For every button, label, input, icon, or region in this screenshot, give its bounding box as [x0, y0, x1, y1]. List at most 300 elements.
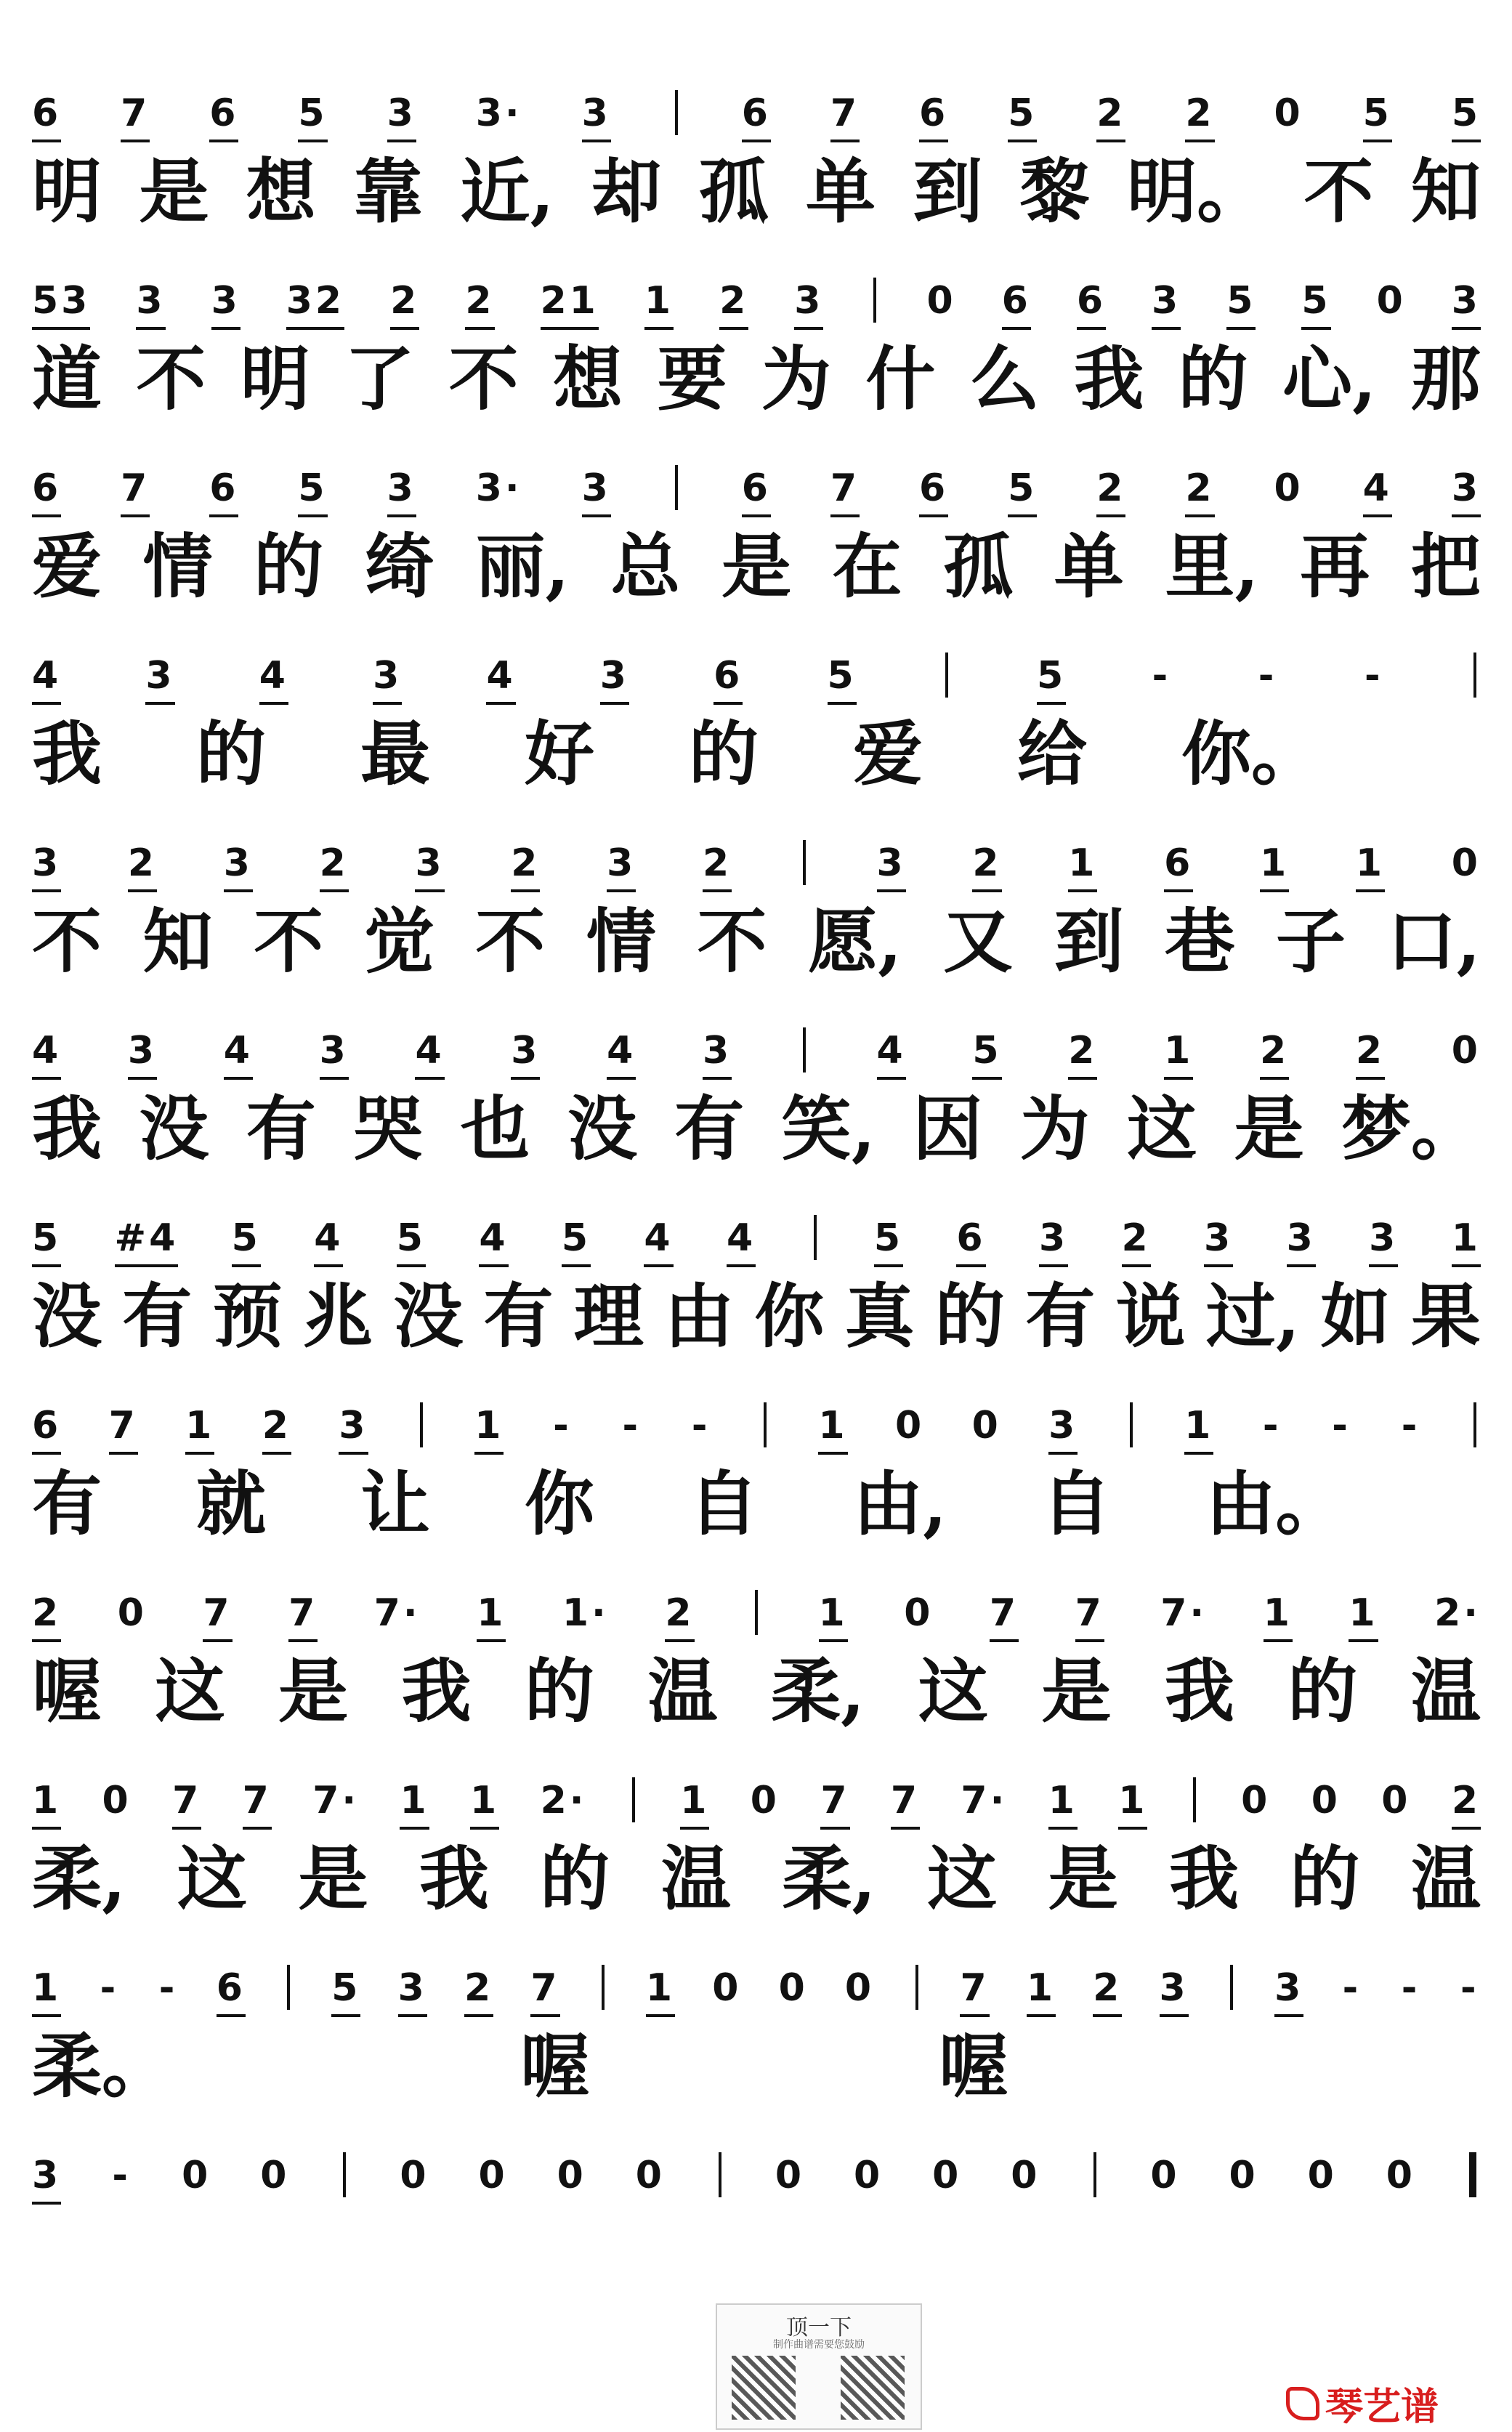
note: 0: [557, 2154, 586, 2197]
note: 5: [232, 1216, 261, 1260]
note: 4: [607, 1029, 636, 1072]
note: 1: [185, 1404, 214, 1447]
qinyipu-logo-icon: [1286, 2387, 1319, 2420]
note: 4: [644, 1216, 673, 1260]
note: 1: [1452, 1216, 1481, 1260]
lyric-char: 再: [1300, 525, 1370, 607]
note: 7: [960, 1966, 989, 2010]
lyric-char: 却: [591, 150, 662, 233]
qr-promo-box: [716, 2303, 922, 2430]
barline: [1093, 2152, 1096, 2197]
lyric-char: 情: [142, 525, 213, 607]
lyric-char: 道: [32, 337, 102, 420]
lyric-char: 由,: [853, 1462, 947, 1545]
barline: [803, 840, 806, 885]
lyric-char: 不: [475, 900, 546, 982]
barline: [814, 1215, 817, 1260]
lyric-char: 想: [246, 150, 316, 233]
note: 7: [288, 1591, 318, 1635]
note: 7: [109, 1404, 138, 1447]
barline: [675, 465, 678, 510]
lyric-char: 有: [483, 1274, 554, 1357]
note: 2: [32, 1591, 61, 1635]
note: 2: [719, 279, 748, 323]
lyric-char: 单: [1054, 525, 1124, 607]
lyric-char: 喔: [520, 2024, 590, 2107]
note: 0: [260, 2154, 290, 2197]
note: 0: [904, 1591, 934, 1635]
note: 6: [1164, 841, 1193, 885]
note: 5: [1301, 279, 1330, 323]
note: 3: [339, 1404, 368, 1447]
lyrics-row: [32, 2205, 1481, 2292]
note: 0: [1274, 466, 1303, 510]
lyric-char: 就: [196, 1462, 266, 1545]
note: 6: [1002, 279, 1031, 323]
lyric-char: 真: [844, 1274, 915, 1357]
note: 2: [1356, 1029, 1385, 1072]
note: 0: [712, 1966, 742, 2010]
barline: [803, 1027, 806, 1072]
jianpu-notes-row: [32, 2128, 1481, 2197]
lyric-char: 么: [969, 337, 1040, 420]
note: 3: [794, 279, 823, 323]
note: 0: [1376, 279, 1406, 323]
barline: [945, 653, 948, 698]
note: 4: [486, 654, 515, 698]
lyric-char: 这: [177, 1837, 247, 1920]
lyric-char: 我: [419, 1837, 489, 1920]
note: 21: [541, 279, 599, 323]
lyrics-row: [32, 142, 1481, 233]
note: 2·: [540, 1779, 587, 1822]
note: 3: [600, 654, 629, 698]
note: 5: [972, 1029, 1001, 1072]
lyric-char: 没: [393, 1274, 464, 1357]
lyric-char: 柔。: [32, 2024, 171, 2107]
note: 6: [209, 92, 238, 135]
lyric-char: 不: [697, 900, 767, 982]
barline: [343, 2152, 346, 2197]
qr-code-image-right: [841, 2356, 905, 2420]
lyric-char: 知: [142, 900, 213, 982]
note: 2: [1185, 92, 1214, 135]
note: 1: [644, 279, 674, 323]
note: 7: [830, 466, 860, 510]
note: 7: [830, 92, 860, 135]
note: 5: [298, 92, 327, 135]
note: -: [691, 1404, 711, 1447]
lyric-char: 喔: [32, 1649, 102, 1732]
note: 2: [1452, 1779, 1481, 1822]
note: 5: [1226, 279, 1256, 323]
lyric-char: 温: [660, 1837, 731, 1920]
note: 4: [727, 1216, 756, 1260]
lyric-char: 觉: [364, 900, 434, 982]
lyric-char: 没: [567, 1087, 637, 1170]
lyric-char: 有: [674, 1087, 745, 1170]
note: 1: [646, 1966, 675, 2010]
note: 4: [224, 1029, 253, 1072]
lyric-char: 最: [360, 712, 430, 795]
note: 4: [479, 1216, 508, 1260]
lyric-char: 柔,: [782, 1837, 876, 1920]
note: 5: [331, 1966, 360, 2010]
lyrics-row: [32, 330, 1481, 420]
lyrics-row: [32, 1080, 1481, 1170]
jianpu-notes-row: [32, 815, 1481, 885]
note: 4: [1363, 466, 1392, 510]
lyric-char: 明: [240, 337, 310, 420]
note: 2: [703, 841, 732, 885]
lyric-char: 不: [136, 337, 206, 420]
lyric-char: 由: [664, 1274, 735, 1357]
note: -: [1152, 654, 1171, 698]
note: 0: [844, 1966, 875, 2010]
note: 1·: [562, 1591, 609, 1635]
barline: [1193, 1777, 1196, 1822]
lyrics-row: [32, 1267, 1481, 1357]
note: 1: [477, 1591, 506, 1635]
lyric-char: 是: [1234, 1087, 1304, 1170]
lyric-char: 有: [246, 1087, 316, 1170]
note: 1: [1264, 1591, 1293, 1635]
note: -: [553, 1404, 572, 1447]
lyric-char: 巷: [1165, 900, 1235, 982]
lyric-char: 笑,: [781, 1087, 876, 1170]
lyric-char: 是: [278, 1649, 348, 1732]
lyric-char: 了: [344, 337, 415, 420]
lyric-char: 我: [32, 1087, 102, 1170]
note: 7: [1075, 1591, 1104, 1635]
barline: [287, 1965, 290, 2010]
lyric-char: 不: [448, 337, 519, 420]
note: 0: [853, 2154, 884, 2197]
lyric-char: 这: [1127, 1087, 1197, 1170]
note: 2: [972, 841, 1001, 885]
lyric-char: 这: [927, 1837, 998, 1920]
note: 7·: [312, 1779, 360, 1822]
note: 1: [400, 1779, 429, 1822]
jianpu-notes-row: [32, 253, 1481, 323]
note: -: [1401, 1404, 1420, 1447]
lyric-char: 的: [196, 712, 266, 795]
note: 1: [818, 1404, 847, 1447]
lyric-char: 的: [540, 1837, 610, 1920]
barline: [1130, 1402, 1133, 1447]
note: 7: [990, 1591, 1019, 1635]
note: 6: [32, 466, 61, 510]
note: 0: [182, 2154, 211, 2197]
note: 7·: [961, 1779, 1008, 1822]
note: 5: [562, 1216, 591, 1260]
note: -: [100, 1966, 119, 2010]
note: 2: [128, 841, 157, 885]
note: 4: [314, 1216, 343, 1260]
lyric-char: 是: [1048, 1837, 1118, 1920]
note: 1: [1349, 1591, 1378, 1635]
note: -: [1258, 654, 1277, 698]
lyric-char: 知: [1410, 150, 1481, 233]
note: 1: [1356, 841, 1385, 885]
note: 5: [397, 1216, 426, 1260]
note: 0: [1386, 2154, 1415, 2197]
jianpu-notes-row: [32, 1190, 1481, 1260]
note: 3: [1039, 1216, 1068, 1260]
lyrics-row: [32, 1642, 1481, 1732]
note: 6: [217, 1966, 246, 2010]
note: 1: [819, 1591, 848, 1635]
jianpu-notes-row: [32, 1378, 1481, 1447]
note: 1: [470, 1779, 499, 1822]
lyric-char: 不: [254, 900, 324, 982]
barline: [719, 2152, 721, 2197]
note: -: [1460, 1966, 1479, 2010]
lyrics-row: [32, 1830, 1481, 1920]
lyric-char: 你。: [1181, 712, 1321, 795]
note: 3: [582, 466, 611, 510]
note: 1: [32, 1779, 61, 1822]
note: 6: [956, 1216, 985, 1260]
note: 2: [665, 1591, 694, 1635]
barline: [755, 1590, 758, 1635]
note: 0: [895, 1404, 925, 1447]
note: 1: [1164, 1029, 1193, 1072]
note: 6: [1077, 279, 1106, 323]
barline: [675, 90, 678, 135]
note: 2: [1122, 1216, 1151, 1260]
lyric-char: 爱: [32, 525, 102, 607]
lyric-char: 的: [1287, 1649, 1358, 1732]
jianpu-notes-row: [32, 628, 1481, 698]
lyric-char: 也: [460, 1087, 530, 1170]
lyric-char: 这: [155, 1649, 225, 1732]
barline: [915, 1965, 918, 2010]
note: 2: [511, 841, 540, 885]
final-barline: [1469, 2152, 1476, 2197]
note: -: [1342, 1966, 1362, 2010]
lyric-char: 说: [1115, 1274, 1186, 1357]
note: 5: [1363, 92, 1392, 135]
note: 0: [1274, 92, 1303, 135]
note: 5: [298, 466, 327, 510]
note: 3: [877, 841, 906, 885]
qr-code-image-left: [732, 2356, 796, 2420]
note: 6: [742, 466, 771, 510]
note: 5: [1037, 654, 1066, 698]
lyric-char: 你: [754, 1274, 825, 1357]
lyric-char: 你: [525, 1462, 594, 1545]
lyric-char: 爱: [853, 712, 923, 795]
note: 3: [703, 1029, 732, 1072]
note: 6: [742, 92, 771, 135]
lyrics-row: [32, 892, 1481, 982]
note: 7: [172, 1779, 201, 1822]
lyric-char: 又: [943, 900, 1014, 982]
lyric-char: 因: [913, 1087, 983, 1170]
note: 0: [1229, 2154, 1258, 2197]
note: 6: [919, 466, 948, 510]
lyric-char: 不: [32, 900, 102, 982]
lyric-char: 过,: [1205, 1274, 1301, 1357]
note: 4: [32, 654, 61, 698]
note: 0: [1011, 2154, 1040, 2197]
note: 2: [465, 279, 494, 323]
note: 0: [971, 1404, 1001, 1447]
note: 0: [1307, 2154, 1337, 2197]
lyric-char: 丽,: [475, 525, 570, 607]
note: 7·: [1160, 1591, 1208, 1635]
note: 4: [877, 1029, 906, 1072]
note: 3: [1204, 1216, 1233, 1260]
lyric-char: 柔,: [32, 1837, 126, 1920]
lyric-char: 我: [1074, 337, 1144, 420]
note: 3: [387, 466, 416, 510]
note: 1: [1118, 1779, 1147, 1822]
lyric-char: 好: [525, 712, 594, 795]
lyric-char: 愿,: [808, 900, 902, 982]
note: 0: [117, 1591, 147, 1635]
lyric-char: 情: [586, 900, 656, 982]
note: 3: [607, 841, 636, 885]
note: 3·: [475, 466, 522, 510]
barline: [764, 1402, 767, 1447]
note: 3: [320, 1029, 349, 1072]
note: 2: [1093, 1966, 1122, 2010]
note: 7: [121, 92, 150, 135]
note: -: [1332, 1404, 1351, 1447]
note: 3: [1287, 1216, 1316, 1260]
lyric-char: 我: [1169, 1837, 1240, 1920]
note: 2: [1185, 466, 1214, 510]
note: -: [1401, 1966, 1420, 2010]
lyric-char: 有: [122, 1274, 193, 1357]
note: 3: [1152, 279, 1181, 323]
lyric-char: 是: [721, 525, 791, 607]
lyric-char: 有: [32, 1462, 102, 1545]
note: 0: [1451, 841, 1481, 885]
note: 1: [1184, 1404, 1213, 1447]
lyric-char: 总: [610, 525, 681, 607]
lyric-char: 明。: [1127, 150, 1267, 233]
lyric-char: 绮: [364, 525, 434, 607]
note: 7: [203, 1591, 232, 1635]
lyric-char: 自: [689, 1462, 759, 1545]
lyric-char: 黎: [1019, 150, 1090, 233]
note: 7: [121, 466, 150, 510]
note: 7: [820, 1779, 849, 1822]
note: 7: [243, 1779, 272, 1822]
note: 3: [128, 1029, 157, 1072]
note: 32: [286, 279, 344, 323]
lyric-char: 明: [32, 150, 102, 233]
lyric-char: 兆: [302, 1274, 373, 1357]
lyric-char: 我: [1164, 1649, 1234, 1732]
note: 4: [32, 1029, 61, 1072]
note: 3: [415, 841, 444, 885]
note: 1: [1068, 841, 1097, 885]
lyric-char: 哭: [353, 1087, 424, 1170]
barline: [1230, 1965, 1233, 2010]
note: -: [1262, 1404, 1282, 1447]
note: 1: [1048, 1779, 1078, 1822]
lyric-char: 孤: [698, 150, 769, 233]
barline: [602, 1965, 605, 2010]
barline: [420, 1402, 423, 1447]
lyric-char: 为: [1019, 1087, 1090, 1170]
note: -: [1364, 654, 1383, 698]
lyric-char: 的: [525, 1649, 594, 1732]
jianpu-notes-row: [32, 1753, 1481, 1822]
note: 6: [713, 654, 743, 698]
note: 3: [1160, 1966, 1189, 2010]
lyric-char: 是: [139, 150, 209, 233]
lyric-char: 温: [647, 1649, 718, 1732]
note: 6: [32, 92, 61, 135]
note: 0: [1241, 1779, 1271, 1822]
note: 3: [1369, 1216, 1398, 1260]
note: 0: [1311, 1779, 1341, 1822]
note: 1: [1260, 841, 1289, 885]
note: 3: [32, 2154, 61, 2197]
barline: [632, 1777, 635, 1822]
note: 3: [1452, 466, 1481, 510]
lyric-char: 的: [689, 712, 759, 795]
lyric-char: 是: [1041, 1649, 1112, 1732]
note: 3: [32, 841, 61, 885]
lyric-char: 靠: [353, 150, 424, 233]
note: 3: [582, 92, 611, 135]
jianpu-notes-row: [32, 65, 1481, 135]
lyric-char: 里,: [1165, 525, 1259, 607]
lyric-char: 这: [918, 1649, 988, 1732]
lyric-char: 梦。: [1341, 1087, 1481, 1170]
lyric-char: 预: [212, 1274, 283, 1357]
lyric-char: 子: [1275, 900, 1346, 982]
lyric-char: 如: [1320, 1274, 1391, 1357]
lyric-char: 给: [1017, 712, 1087, 795]
lyric-char: 自: [1041, 1462, 1112, 1545]
barline: [1473, 653, 1476, 698]
lyric-char: 的: [1178, 337, 1248, 420]
note: 5: [1008, 92, 1037, 135]
lyric-char: 的: [254, 525, 324, 607]
note: 3: [211, 279, 240, 323]
note: -: [622, 1404, 642, 1447]
barline: [873, 278, 876, 323]
jianpu-notes-row: [32, 1003, 1481, 1072]
lyric-char: 喔: [939, 2024, 1008, 2107]
note: 3·: [475, 92, 522, 135]
note: 0: [775, 2154, 805, 2197]
note: 1: [680, 1779, 709, 1822]
note: -: [112, 2154, 131, 2197]
lyric-char: 单: [806, 150, 876, 233]
note: 6: [32, 1404, 61, 1447]
lyric-char: 让: [360, 1462, 430, 1545]
note: 2·: [1434, 1591, 1481, 1635]
note: 3: [1048, 1404, 1078, 1447]
note: 53: [32, 279, 90, 323]
note: 0: [932, 2154, 962, 2197]
barline: [1473, 1402, 1476, 1447]
lyric-char: 要: [657, 337, 727, 420]
lyric-char: 到: [913, 150, 983, 233]
note: 0: [1451, 1029, 1481, 1072]
note: 5: [874, 1216, 903, 1260]
note: 5: [1008, 466, 1037, 510]
note: 3: [387, 92, 416, 135]
